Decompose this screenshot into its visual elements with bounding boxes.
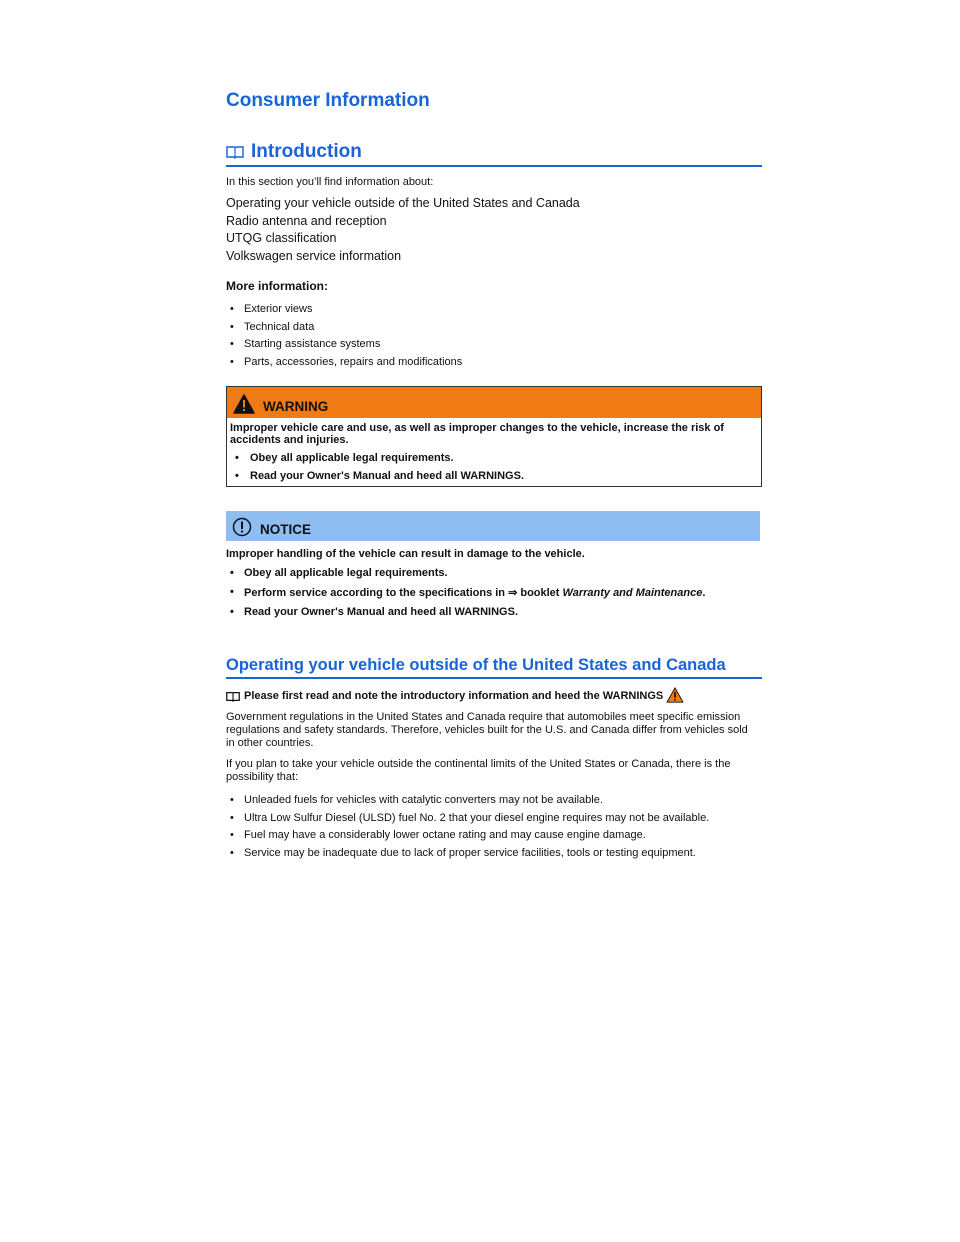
list-item: • Obey all applicable legal requirements. <box>230 567 448 579</box>
warning-triangle-icon[interactable] <box>666 687 684 703</box>
warning-triangle-icon <box>233 394 255 414</box>
book-icon <box>226 691 240 702</box>
book-icon <box>226 145 244 159</box>
topic-link[interactable]: Operating your vehicle outside of the United States and Canada <box>226 196 580 210</box>
list-item: • Ultra Low Sulfur Diesel (ULSD) fuel No. 2 that your diesel engine requires may not be available. <box>230 811 710 824</box>
more-info-label: More information: <box>226 279 328 293</box>
booklet-link[interactable]: Warranty and Maintenance <box>562 587 703 599</box>
section-heading-operating: Operating your vehicle outside of the United States and Canada <box>226 655 762 679</box>
notice-text: Improper handling of the vehicle can result in damage to the vehicle. <box>226 548 585 560</box>
list-item[interactable]: • Technical data <box>230 320 315 333</box>
topic-link[interactable]: Radio antenna and reception <box>226 213 387 228</box>
page-title: Consumer Information <box>226 90 430 111</box>
paragraph-travel: If you plan to take your vehicle outside the continental limits of the United States or Canada, there is the possibility that: <box>226 758 731 783</box>
warning-item: • Read your Owner's Manual and heed all WARNINGS. <box>235 470 525 482</box>
warning-label: WARNING <box>263 399 329 414</box>
notice-label: NOTICE <box>260 522 312 537</box>
intro-lead: In this section you’ll find information about: <box>226 176 434 188</box>
paragraph-regulations: Government regulations in the United States and Canada require that automobiles meet specific emission regulations and safety standards. Therefore, vehicles built for the U.S. and Canada differ from vehicles sold in other countries. <box>226 711 748 749</box>
warning-item: • Obey all applicable legal requirements. <box>235 452 454 464</box>
topic-link[interactable]: UTQG classification <box>226 231 337 245</box>
warning-body <box>227 418 761 482</box>
list-item: • Service may be inadequate due to lack of proper service facilities, tools or testing equipment. <box>230 846 696 859</box>
list-item: • Perform service according to the specifications in ⇒ booklet Warranty and Maintenance. <box>230 586 706 599</box>
list-item: • Read your Owner's Manual and heed all WARNINGS. <box>230 606 519 618</box>
list-item[interactable]: • Exterior views <box>230 303 313 315</box>
section-heading-introduction <box>226 141 762 167</box>
intro-note: Please first read and note the introductory information and heed the WARNINGS <box>226 690 684 703</box>
warning-header <box>227 387 761 418</box>
topic-link[interactable]: Volkswagen service information <box>226 248 402 263</box>
notice-exclamation-icon <box>232 517 252 537</box>
section-heading-label: Introduction <box>251 141 362 162</box>
list-item[interactable]: • Parts, accessories, repairs and modifications <box>230 355 463 368</box>
list-item: • Unleaded fuels for vehicles with catalytic converters may not be available. <box>230 794 603 806</box>
topic-list <box>226 195 580 265</box>
list-item[interactable]: • Starting assistance systems <box>230 338 381 350</box>
warning-box <box>226 386 762 487</box>
notice-header <box>226 511 760 541</box>
warning-text: Improper vehicle care and use, as well as improper changes to the vehicle, increase the risk of accidents and injuries. <box>230 422 724 446</box>
list-item: • Fuel may have a considerably lower octane rating and may cause engine damage. <box>230 829 646 841</box>
notice-list <box>226 567 705 618</box>
more-info-list <box>226 301 462 371</box>
travel-risk-list <box>226 792 709 862</box>
